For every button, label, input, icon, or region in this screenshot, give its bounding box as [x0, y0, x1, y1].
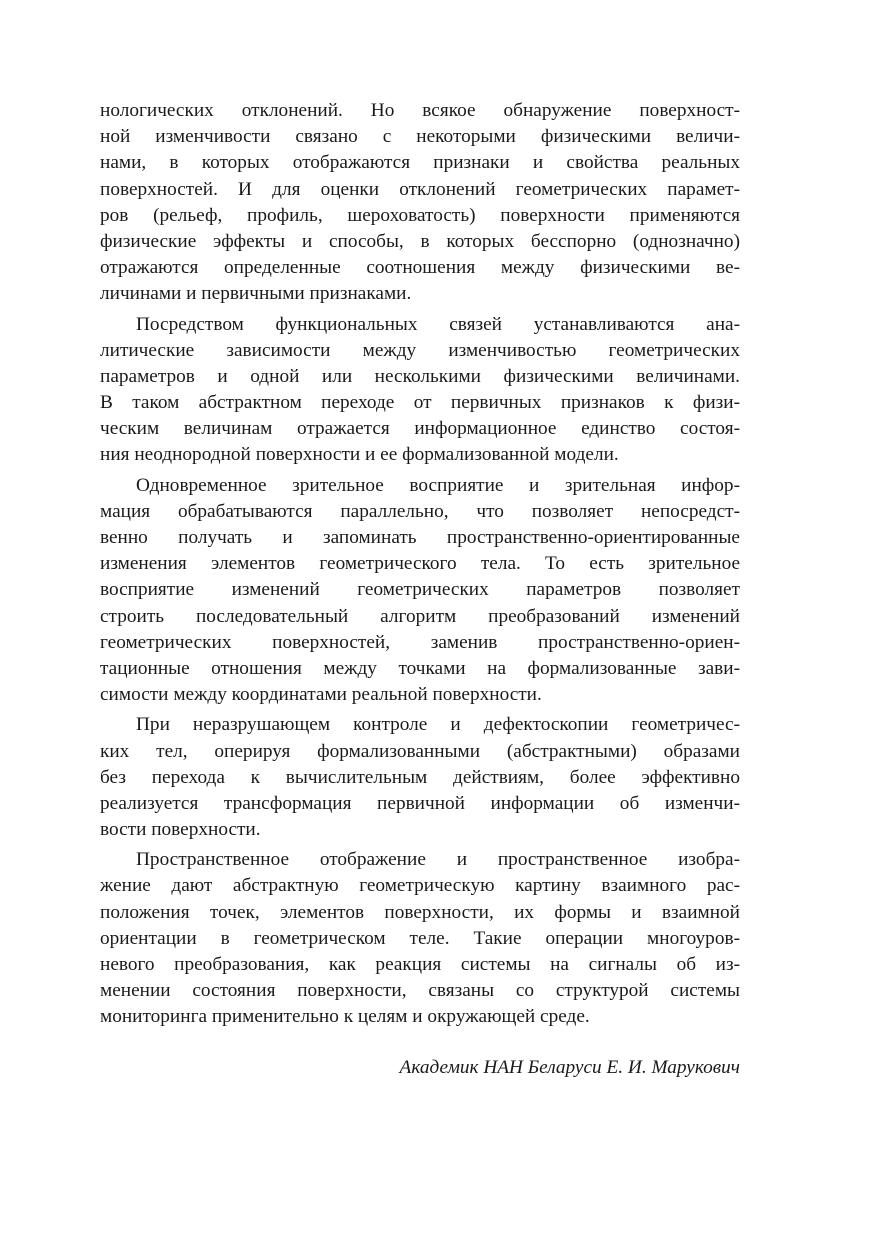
paragraph	[100, 98, 740, 308]
text-line: ной изменчивости связано с некоторыми физическими величи-	[100, 126, 740, 148]
text-line: симости между координатами реальной поверхности.	[100, 684, 542, 706]
paragraph	[100, 712, 740, 843]
text-line: литические зависимости между изменчивостью геометрических	[100, 339, 740, 361]
text-line: ров (рельеф, профиль, шероховатость) поверхности применяются	[100, 204, 740, 226]
text-line: вости поверхности.	[100, 819, 261, 841]
text-line: параметров и одной или несколькими физическими величинами.	[100, 365, 740, 387]
text-line: Одновременное зрительное восприятие и зрительная инфор-	[136, 474, 740, 496]
text-line: без перехода к вычислительным действиям, более эффективно	[100, 766, 740, 788]
paragraph	[100, 312, 740, 469]
text-line: Пространственное отображение и пространственное изобра-	[136, 849, 740, 871]
text-line: геометрических поверхностей, заменив пространственно-ориен-	[100, 631, 740, 653]
text-line: нами, в которых отображаются признаки и свойства реальных	[100, 152, 740, 174]
text-line: строить последовательный алгоритм преобразований изменений	[100, 605, 740, 627]
author-signature: Академик НАН Беларуси Е. И. Марукович	[399, 1057, 740, 1078]
text-line: ориентации в геометрическом теле. Такие операции многоуров-	[100, 927, 740, 949]
text-line: ких тел, оперируя формализованными (абстрактными) образами	[100, 740, 740, 762]
text-line: тационные отношения между точками на формализованные зави-	[100, 657, 740, 679]
text-line: изменения элементов геометрического тела. То есть зрительное	[100, 553, 740, 575]
text-line: реализуется трансформация первичной информации об изменчи-	[100, 792, 740, 814]
text-line: менении состояния поверхности, связаны со структурой системы	[100, 980, 740, 1002]
text-line: невого преобразования, как реакция системы на сигналы об из-	[100, 954, 740, 975]
text-line: При неразрушающем контроле и дефектоскопии геометричес-	[136, 714, 740, 736]
text-line: нологических отклонений. Но всякое обнаружение поверхност-	[100, 100, 740, 121]
text-line: Посредством функциональных связей устанавливаются ана-	[136, 313, 740, 335]
text-line: ния неоднородной поверхности и ее формализованной модели.	[100, 444, 619, 466]
text-line: венно получать и запоминать пространственно-ориентированные	[100, 527, 740, 548]
text-line: поверхностей. И для оценки отклонений геометрических парамет-	[100, 178, 740, 200]
paragraph	[100, 473, 740, 709]
text-line: физические эффекты и способы, в которых бесспорно (однозначно)	[100, 230, 740, 252]
text-line: жение дают абстрактную геометрическую картину взаимного рас-	[100, 875, 740, 897]
text-line: мация обрабатываются параллельно, что позволяет непосредст-	[100, 500, 740, 522]
paragraph	[100, 847, 740, 1030]
text-line: личинами и первичными признаками.	[100, 283, 412, 305]
text-line: В таком абстрактном переходе от первичных признаков к физи-	[100, 392, 740, 414]
text-line: отражаются определенные соотношения между физическими ве-	[100, 257, 740, 279]
body-text	[100, 98, 740, 1031]
text-line: восприятие изменений геометрических параметров позволяет	[100, 579, 740, 601]
text-line: ческим величинам отражается информационное единство состоя-	[100, 418, 740, 440]
text-line: мониторинга применительно к целям и окружающей среде.	[100, 1006, 590, 1028]
text-line: положения точек, элементов поверхности, их формы и взаимной	[100, 901, 740, 923]
